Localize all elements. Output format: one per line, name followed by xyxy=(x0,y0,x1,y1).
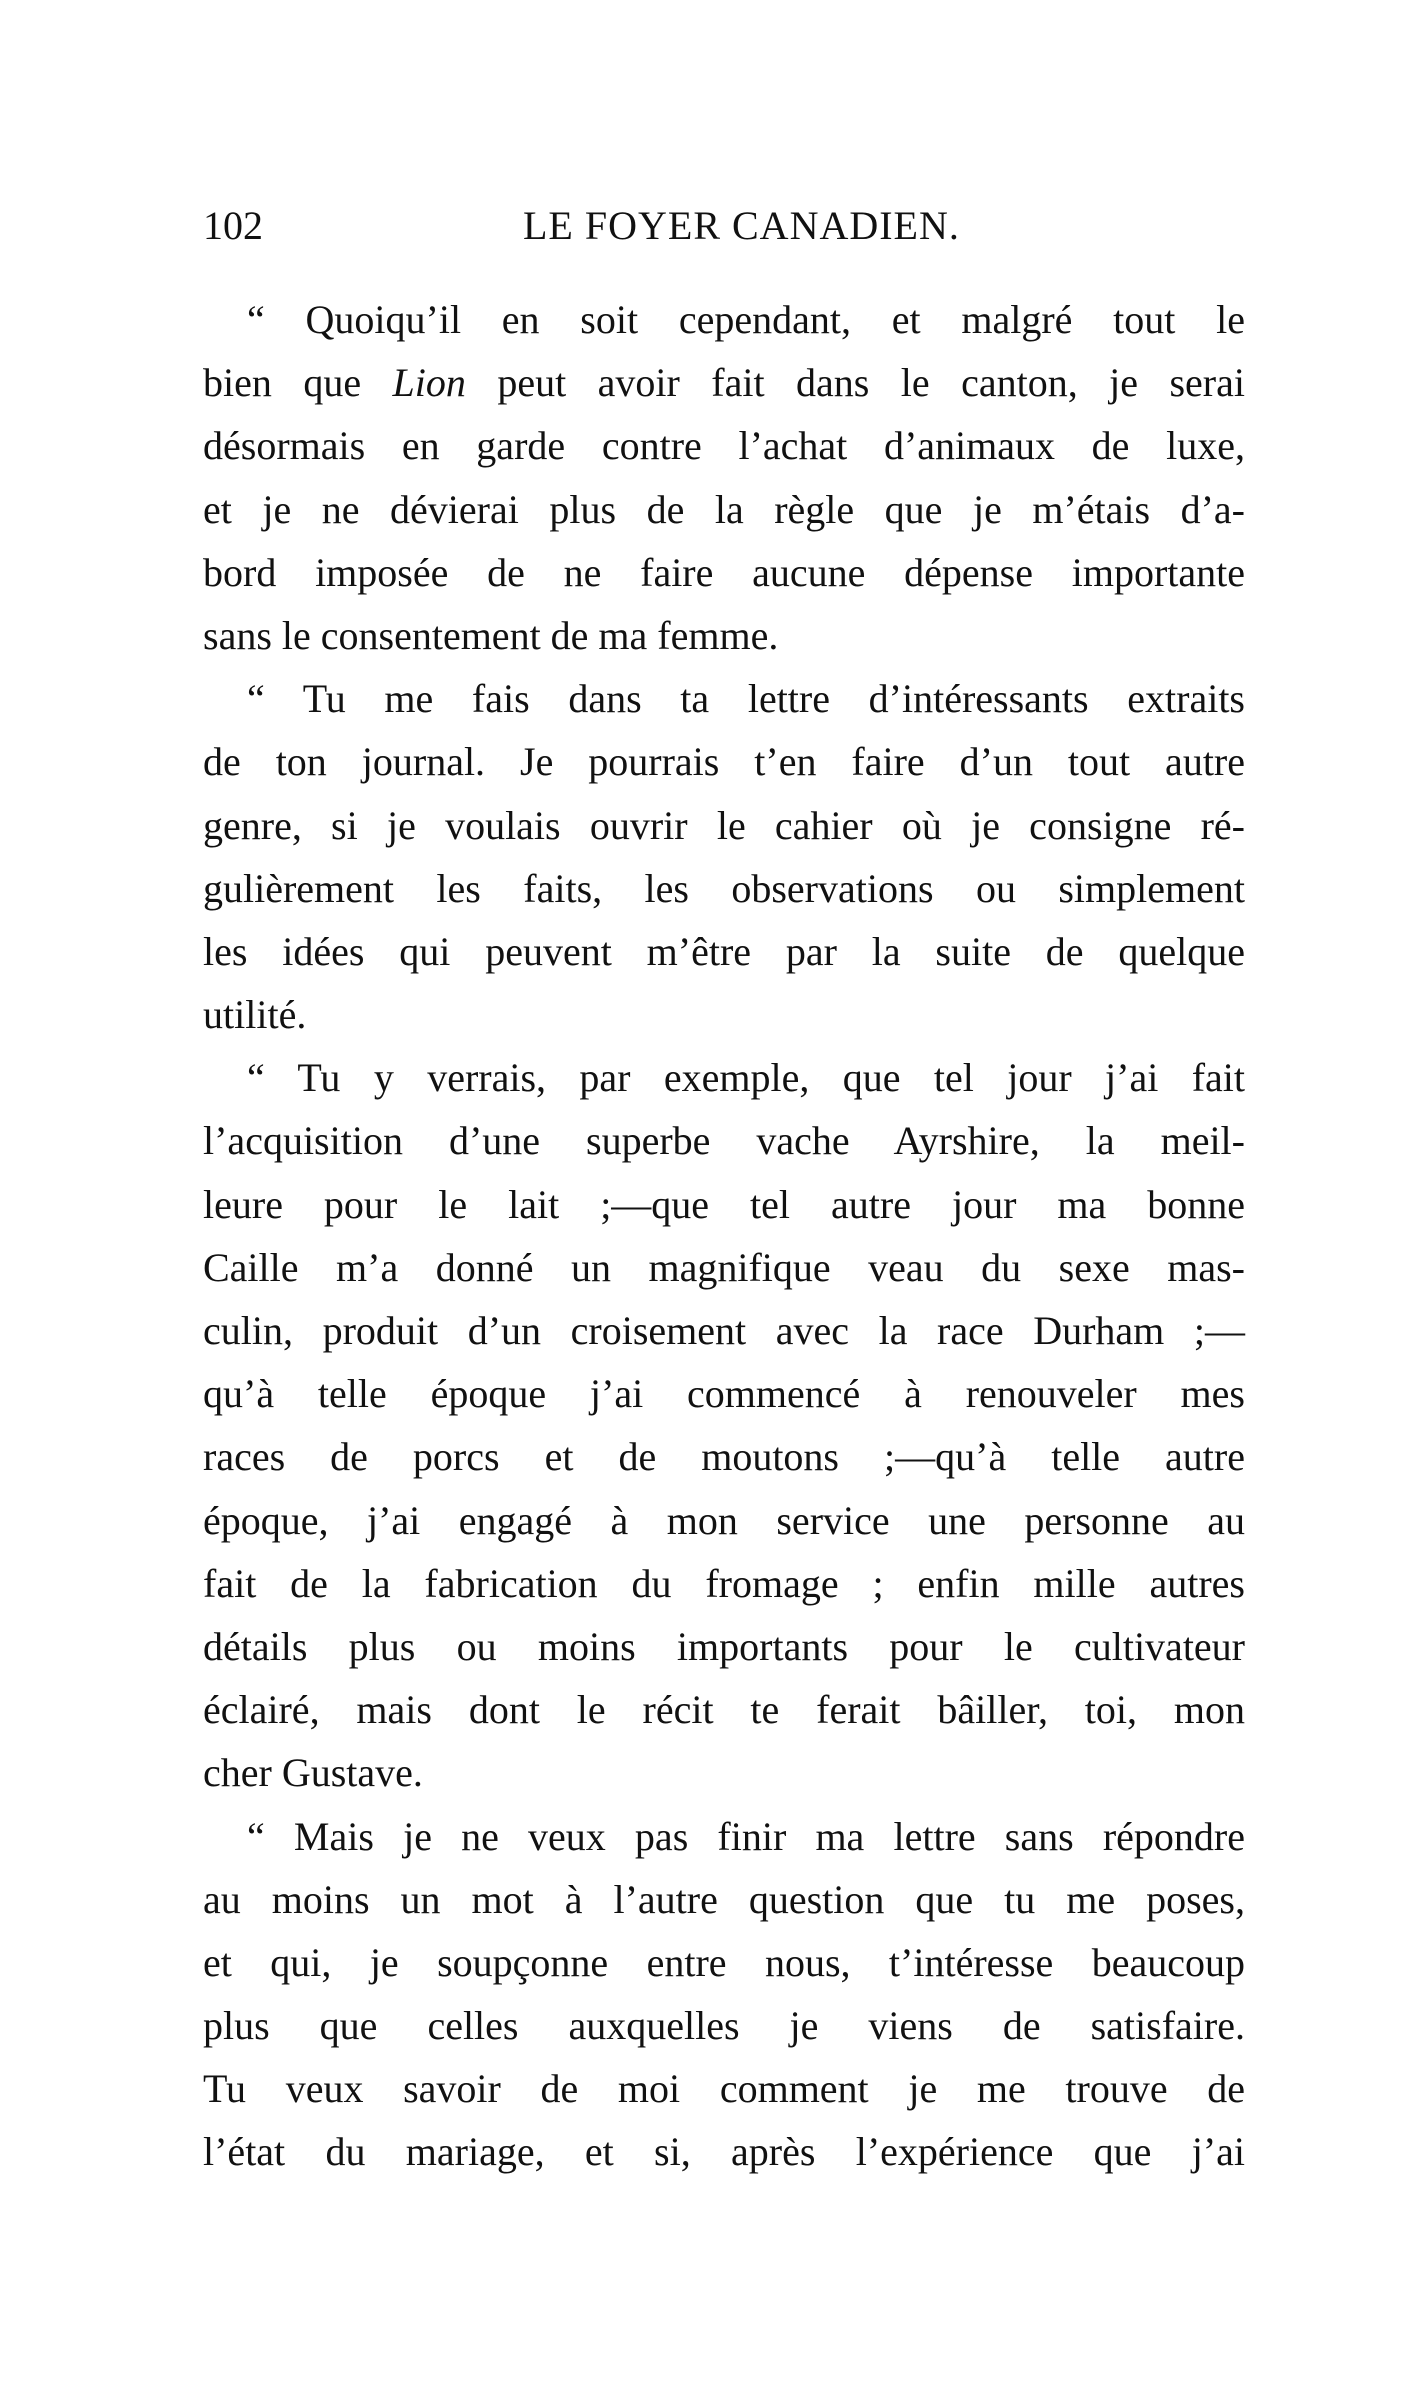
page-number: 102 xyxy=(203,203,263,248)
paragraph xyxy=(203,1805,1245,2184)
running-title: LE FOYER CANADIEN. xyxy=(523,203,960,248)
text-line: les idées qui peuvent m’être par la suite de quelque xyxy=(203,928,1245,974)
text-line: bord imposée de ne faire aucune dépense importante xyxy=(203,549,1245,595)
text-line: et je ne dévierai plus de la règle que je m’étais d’a- xyxy=(203,486,1245,532)
text-line: qu’à telle époque j’ai commencé à renouveler mes xyxy=(203,1371,1245,1417)
body-text xyxy=(203,288,1245,2184)
text-line: “ Tu me fais dans ta lettre d’intéressants extraits xyxy=(247,676,1245,722)
text-line: et qui, je soupçonne entre nous, t’intéresse beaucoup xyxy=(203,1939,1245,1985)
text-line: désormais en garde contre l’achat d’animaux de luxe, xyxy=(203,423,1245,469)
text-line: Caille m’a donné un magnifique veau du sexe mas- xyxy=(203,1244,1245,1290)
text-line: cher Gustave. xyxy=(203,1750,423,1796)
text-line: culin, produit d’un croisement avec la race Durham ;— xyxy=(203,1308,1245,1353)
text-line: “ Quoiqu’il en soit cependant, et malgré tout le xyxy=(247,297,1245,342)
text-line: utilité. xyxy=(203,992,307,1038)
text-line: bien que Lion peut avoir fait dans le canton, je serai xyxy=(203,360,1245,406)
text-line: détails plus ou moins importants pour le cultivateur xyxy=(203,1623,1245,1669)
text-line: éclairé, mais dont le récit te ferait bâiller, toi, mon xyxy=(203,1687,1245,1733)
text-line: sans le consentement de ma femme. xyxy=(203,612,779,658)
text-line: l’état du mariage, et si, après l’expérience que j’ai xyxy=(203,2129,1245,2175)
text-line: gulièrement les faits, les observations ou simplement xyxy=(203,865,1245,911)
paragraph xyxy=(203,288,1245,667)
text-line: fait de la fabrication du fromage ; enfin mille autres xyxy=(203,1560,1245,1606)
text-line: Tu veux savoir de moi comment je me trouve de xyxy=(203,2066,1245,2112)
text-line: genre, si je voulais ouvrir le cahier où je consigne ré- xyxy=(203,802,1245,848)
italic-word: Lion xyxy=(392,360,466,406)
paragraph xyxy=(203,667,1245,1046)
text-line: de ton journal. Je pourrais t’en faire d’un tout autre xyxy=(203,739,1245,785)
text-line: au moins un mot à l’autre question que tu me poses, xyxy=(203,1876,1245,1922)
text-line: “ Tu y verrais, par exemple, que tel jour j’ai fait xyxy=(247,1055,1245,1101)
running-header xyxy=(203,196,1243,256)
text-line: époque, j’ai engagé à mon service une personne au xyxy=(203,1497,1245,1543)
text-line: “ Mais je ne veux pas finir ma lettre sans répondre xyxy=(247,1813,1245,1859)
text-line: plus que celles auxquelles je viens de satisfaire. xyxy=(203,2003,1245,2049)
text-line: races de porcs et de moutons ;—qu’à telle autre xyxy=(203,1434,1245,1480)
text-line: leure pour le lait ;—que tel autre jour ma bonne xyxy=(203,1181,1245,1227)
text-line: l’acquisition d’une superbe vache Ayrshire, la meil- xyxy=(203,1118,1245,1164)
paragraph xyxy=(203,1046,1245,1804)
